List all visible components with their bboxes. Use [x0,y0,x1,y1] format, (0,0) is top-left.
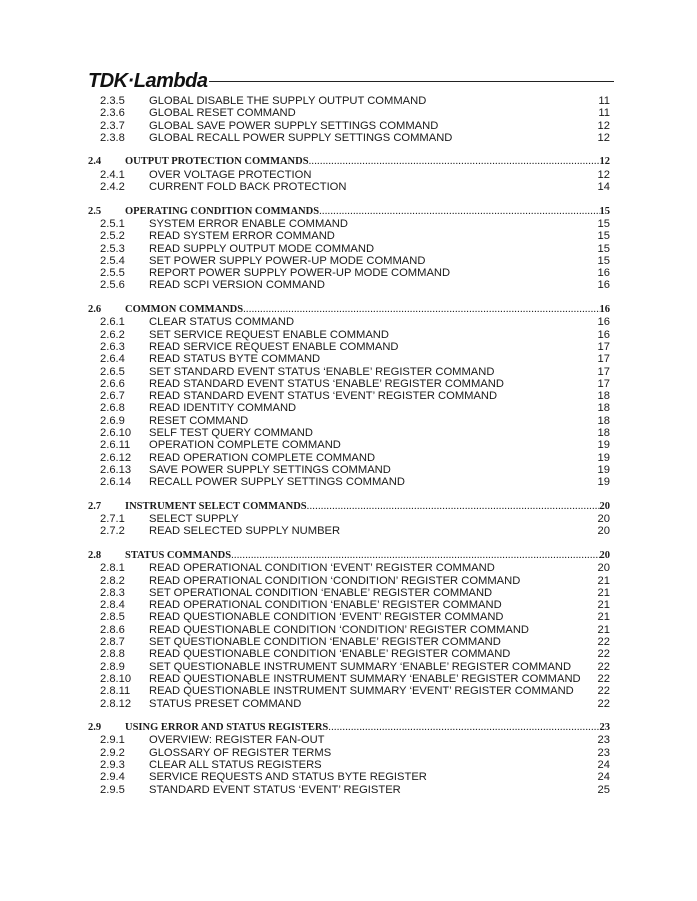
toc-entry-title: STANDARD EVENT STATUS ‘EVENT’ REGISTER [149,783,401,796]
toc-entry [88,611,610,623]
toc-section-number: 2.8 [88,549,102,561]
toc-entry-number: 2.6.7 [100,390,125,403]
toc-entry-title: READ OPERATIONAL CONDITION ‘CONDITION’ REGISTER COMMAND [149,574,521,587]
toc-entry-title: CURRENT FOLD BACK PROTECTION [149,181,347,194]
toc-entry-title: SET SERVICE REQUEST ENABLE COMMAND [149,328,389,341]
toc-entry-number: 2.5.6 [100,279,125,292]
toc-entry-page: 20 [597,513,610,526]
toc-entry [88,476,610,488]
toc-entry [88,95,610,107]
toc-section-title: COMMON COMMANDS [125,304,244,316]
toc-entry-title: READ IDENTITY COMMAND [149,402,297,415]
toc-entry-page: 22 [597,660,610,673]
toc-entry-number: 2.8.12 [100,697,132,710]
toc-leader-dots [328,722,599,734]
toc-entry-title: GLOSSARY OF REGISTER TERMS [149,746,332,759]
toc-entry-title: OPERATION COMPLETE COMMAND [149,439,341,452]
toc-entry [88,734,610,746]
toc-entry [88,120,610,132]
toc-leader-dots [231,550,599,562]
toc-entry-title: REPORT POWER SUPPLY POWER-UP MODE COMMAND [149,267,451,280]
toc-entry-page: 17 [597,353,610,366]
toc-entry-title: OVER VOLTAGE PROTECTION [149,168,312,181]
toc-entry-page: 12 [597,119,610,132]
toc-entry-number: 2.3.7 [100,119,125,132]
toc-entry [88,784,610,796]
toc-entry-page: 21 [597,574,610,587]
toc-entry [88,599,610,611]
toc-entry-number: 2.5.5 [100,267,125,280]
toc-entry-page: 15 [597,217,610,230]
toc-entry [88,132,610,144]
toc-entry-page: 25 [597,783,610,796]
toc-entry-page: 15 [597,254,610,267]
toc-entry [88,747,610,759]
toc-entry-number: 2.6.9 [100,414,125,427]
toc-entry-page: 21 [597,611,610,624]
toc-entry-page: 18 [597,427,610,440]
header-rule [209,81,614,82]
toc-entry [88,329,610,341]
toc-entry-number: 2.6.4 [100,353,125,366]
toc-entry [88,390,610,402]
toc-entry-number: 2.3.8 [100,131,125,144]
toc-entry-title: OVERVIEW: REGISTER FAN-OUT [149,734,325,747]
toc-entry [88,513,610,525]
toc-entry-title: CLEAR STATUS COMMAND [149,316,295,329]
toc-entry-number: 2.5.2 [100,230,125,243]
toc-leader-dots [309,156,600,168]
toc-entry-number: 2.5.3 [100,242,125,255]
toc-entry-number: 2.9.4 [100,771,125,784]
toc-entry-number: 2.9.2 [100,746,125,759]
toc-entry-number: 2.6.2 [100,328,125,341]
toc-entry [88,673,610,685]
toc-entry [88,562,610,574]
toc-entry-title: GLOBAL SAVE POWER SUPPLY SETTINGS COMMAND [149,119,439,132]
toc-entry-page: 20 [597,525,610,538]
toc-entry-page: 19 [597,476,610,489]
toc-section-title: OUTPUT PROTECTION COMMANDS [125,156,309,168]
toc-entry-number: 2.8.3 [100,586,125,599]
toc-entry-number: 2.6.13 [100,463,132,476]
toc-entry-number: 2.6.8 [100,402,125,415]
toc-entry-title: SET QUESTIONABLE INSTRUMENT SUMMARY ‘ENABLE’ REGISTER COMMAND [149,660,572,673]
toc-entry-page: 17 [597,377,610,390]
toc-entry [88,439,610,451]
toc-section-number: 2.9 [88,722,102,734]
toc-entry [88,169,610,181]
toc-entry-number: 2.7.2 [100,525,125,538]
toc-entry-title: SELECT SUPPLY [149,513,239,526]
toc-entry-page: 19 [597,463,610,476]
toc-entry-title: SET POWER SUPPLY POWER-UP MODE COMMAND [149,254,426,267]
toc-section-page: 15 [599,205,610,217]
toc-entry-title: GLOBAL DISABLE THE SUPPLY OUTPUT COMMAND [149,95,427,107]
toc-entry-title: READ SUPPLY OUTPUT MODE COMMAND [149,242,375,255]
toc-entry [88,759,610,771]
toc-entry-page: 18 [597,390,610,403]
toc-entry-page: 12 [597,168,610,181]
toc-entry [88,402,610,414]
toc-entry-number: 2.4.2 [100,181,125,194]
toc-section-heading [88,156,610,168]
toc-entry-title: GLOBAL RECALL POWER SUPPLY SETTINGS COMMAND [149,131,453,144]
toc-entry-title: READ OPERATIONAL CONDITION ‘ENABLE’ REGISTER COMMAND [149,599,502,612]
toc-entry-number: 2.8.4 [100,599,125,612]
toc-section-number: 2.7 [88,500,102,512]
toc-entry-number: 2.3.5 [100,95,125,107]
toc-entry-title: READ SYSTEM ERROR COMMAND [149,230,335,243]
toc-entry-number: 2.5.4 [100,254,125,267]
toc-entry-title: RESET COMMAND [149,414,249,427]
toc-entry-page: 17 [597,365,610,378]
toc-entry [88,648,610,660]
toc-entry [88,267,610,279]
toc-entry [88,525,610,537]
toc-entry-title: RECALL POWER SUPPLY SETTINGS COMMAND [149,476,405,489]
toc-entry-title: READ STANDARD EVENT STATUS ‘ENABLE’ REGISTER COMMAND [149,377,504,390]
toc-entry-page: 11 [598,107,610,120]
toc-entry-page: 22 [597,685,610,698]
toc-entry-number: 2.8.11 [100,685,131,698]
toc-entry-number: 2.6.3 [100,340,125,353]
toc-entry-number: 2.9.3 [100,759,125,772]
toc-entry-number: 2.8.1 [100,562,125,575]
toc-entry-title: READ OPERATION COMPLETE COMMAND [149,451,376,464]
toc-entry [88,243,610,255]
toc-entry [88,353,610,365]
toc-entry-title: SET OPERATIONAL CONDITION ‘ENABLE’ REGISTER COMMAND [149,586,493,599]
toc-entry-page: 15 [597,230,610,243]
toc-section-title: USING ERROR AND STATUS REGISTERS [125,722,329,734]
toc-leader-dots [319,206,599,218]
toc-section-page: 20 [599,500,610,512]
toc-entry [88,279,610,291]
toc-entry [88,230,610,242]
toc-entry-title: READ OPERATIONAL CONDITION ‘EVENT’ REGISTER COMMAND [149,562,495,575]
toc-entry-title: SAVE POWER SUPPLY SETTINGS COMMAND [149,463,391,476]
toc-entry-title: SERVICE REQUESTS AND STATUS BYTE REGISTER [149,771,427,784]
toc-entry-title: SET STANDARD EVENT STATUS ‘ENABLE’ REGISTER COMMAND [149,365,495,378]
toc-entry-number: 2.8.7 [100,636,125,649]
toc-entry-title: CLEAR ALL STATUS REGISTERS [149,759,322,772]
toc-entry-title: READ SCPI VERSION COMMAND [149,279,325,292]
toc-entry [88,771,610,783]
toc-entry-title: READ STANDARD EVENT STATUS ‘EVENT’ REGISTER COMMAND [149,390,498,403]
toc-entry-page: 16 [597,279,610,292]
toc-entry-title: READ SERVICE REQUEST ENABLE COMMAND [149,340,399,353]
toc-entry [88,464,610,476]
toc-entry [88,255,610,267]
toc-entry [88,366,610,378]
toc-entry-page: 16 [597,316,610,329]
toc-entry-number: 2.9.1 [100,734,125,747]
toc-entry-page: 23 [597,734,610,747]
toc-section-page: 23 [599,722,610,734]
toc-leader-dots [307,501,600,513]
toc-entry-title: READ SELECTED SUPPLY NUMBER [149,525,341,538]
toc-entry-page: 12 [597,131,610,144]
toc-section-title: INSTRUMENT SELECT COMMANDS [125,500,307,512]
toc-section-heading [88,722,610,734]
toc-entry-number: 2.6.12 [100,451,132,464]
toc-section-number: 2.5 [88,205,102,217]
toc-section-title: OPERATING CONDITION COMMANDS [125,205,320,217]
toc-entry [88,378,610,390]
toc-section-page: 12 [599,156,610,168]
toc-entry-number: 2.5.1 [100,217,125,230]
toc-entry-number: 2.9.5 [100,783,125,796]
toc-entry-number: 2.8.5 [100,611,125,624]
toc-entry-page: 17 [597,340,610,353]
toc-entry-page: 18 [597,414,610,427]
toc-entry-number: 2.7.1 [100,513,125,526]
toc-section-heading [88,206,610,218]
toc-entry-title: READ QUESTIONABLE INSTRUMENT SUMMARY ‘ENABLE’ REGISTER COMMAND [149,672,581,685]
toc-entry-page: 14 [597,181,610,194]
toc-entry-page: 21 [597,599,610,612]
toc-entry-number: 2.6.5 [100,365,125,378]
toc-entry-page: 24 [597,771,610,784]
toc-entry-title: READ QUESTIONABLE INSTRUMENT SUMMARY ‘EVENT’ REGISTER COMMAND [149,685,574,698]
toc-entry [88,218,610,230]
toc-entry [88,107,610,119]
toc-entry-title: READ STATUS BYTE COMMAND [149,353,321,366]
toc-entry-title: READ QUESTIONABLE CONDITION ‘EVENT’ REGISTER COMMAND [149,611,504,624]
toc-entry-title: READ QUESTIONABLE CONDITION ‘ENABLE’ REGISTER COMMAND [149,648,511,661]
toc-entry [88,181,610,193]
toc-section-heading [88,501,610,513]
toc-section-heading [88,304,610,316]
toc-entry-page: 11 [598,95,610,107]
toc-entry-page: 18 [597,402,610,415]
toc-entry-page: 20 [597,562,610,575]
toc-section-page: 20 [599,549,610,561]
toc-entry-number: 2.8.10 [100,672,132,685]
toc-leader-dots [243,304,599,316]
toc-entry [88,427,610,439]
toc-entry-title: STATUS PRESET COMMAND [149,697,302,710]
toc-entry-page: 19 [597,451,610,464]
toc-entry-page: 23 [597,746,610,759]
toc-entry-page: 15 [597,242,610,255]
toc-entry-page: 21 [597,586,610,599]
toc-entry-number: 2.8.2 [100,574,125,587]
toc-section-title: STATUS COMMANDS [125,549,232,561]
toc-entry-page: 22 [597,636,610,649]
toc-entry [88,415,610,427]
toc-entry-page: 22 [597,648,610,661]
toc-section-heading [88,550,610,562]
toc-entry-page: 16 [597,328,610,341]
table-of-contents [88,95,610,796]
toc-entry-page: 19 [597,439,610,452]
toc-entry-title: SYSTEM ERROR ENABLE COMMAND [149,217,348,230]
toc-entry [88,452,610,464]
toc-entry [88,575,610,587]
toc-entry-page: 24 [597,759,610,772]
toc-entry-number: 2.8.6 [100,623,125,636]
toc-entry-title: SET QUESTIONABLE CONDITION ‘ENABLE’ REGISTER COMMAND [149,636,501,649]
toc-entry-number: 2.6.11 [100,439,131,452]
toc-entry-title: READ QUESTIONABLE CONDITION ‘CONDITION’ REGISTER COMMAND [149,623,529,636]
toc-entry-number: 2.6.6 [100,377,125,390]
toc-entry-number: 2.3.6 [100,107,125,120]
toc-entry [88,341,610,353]
toc-entry-number: 2.4.1 [100,168,125,181]
toc-entry-page: 21 [597,623,610,636]
toc-entry [88,685,610,697]
toc-entry-number: 2.8.9 [100,660,125,673]
toc-entry [88,316,610,328]
toc-entry-page: 16 [597,267,610,280]
toc-entry [88,636,610,648]
toc-entry [88,624,610,636]
toc-entry-number: 2.6.14 [100,476,132,489]
toc-entry-title: SELF TEST QUERY COMMAND [149,427,313,440]
toc-entry-number: 2.6.1 [100,316,125,329]
toc-entry-page: 22 [597,672,610,685]
toc-entry-page: 22 [597,697,610,710]
toc-section-page: 16 [599,304,610,316]
toc-entry [88,661,610,673]
toc-entry-title: GLOBAL RESET COMMAND [149,107,296,120]
tdk-lambda-logo: TDK·Lambda [88,70,208,92]
toc-entry-number: 2.8.8 [100,648,125,661]
toc-section-number: 2.6 [88,304,102,316]
toc-entry [88,698,610,710]
toc-entry-number: 2.6.10 [100,427,132,440]
toc-entry [88,587,610,599]
toc-section-number: 2.4 [88,156,102,168]
